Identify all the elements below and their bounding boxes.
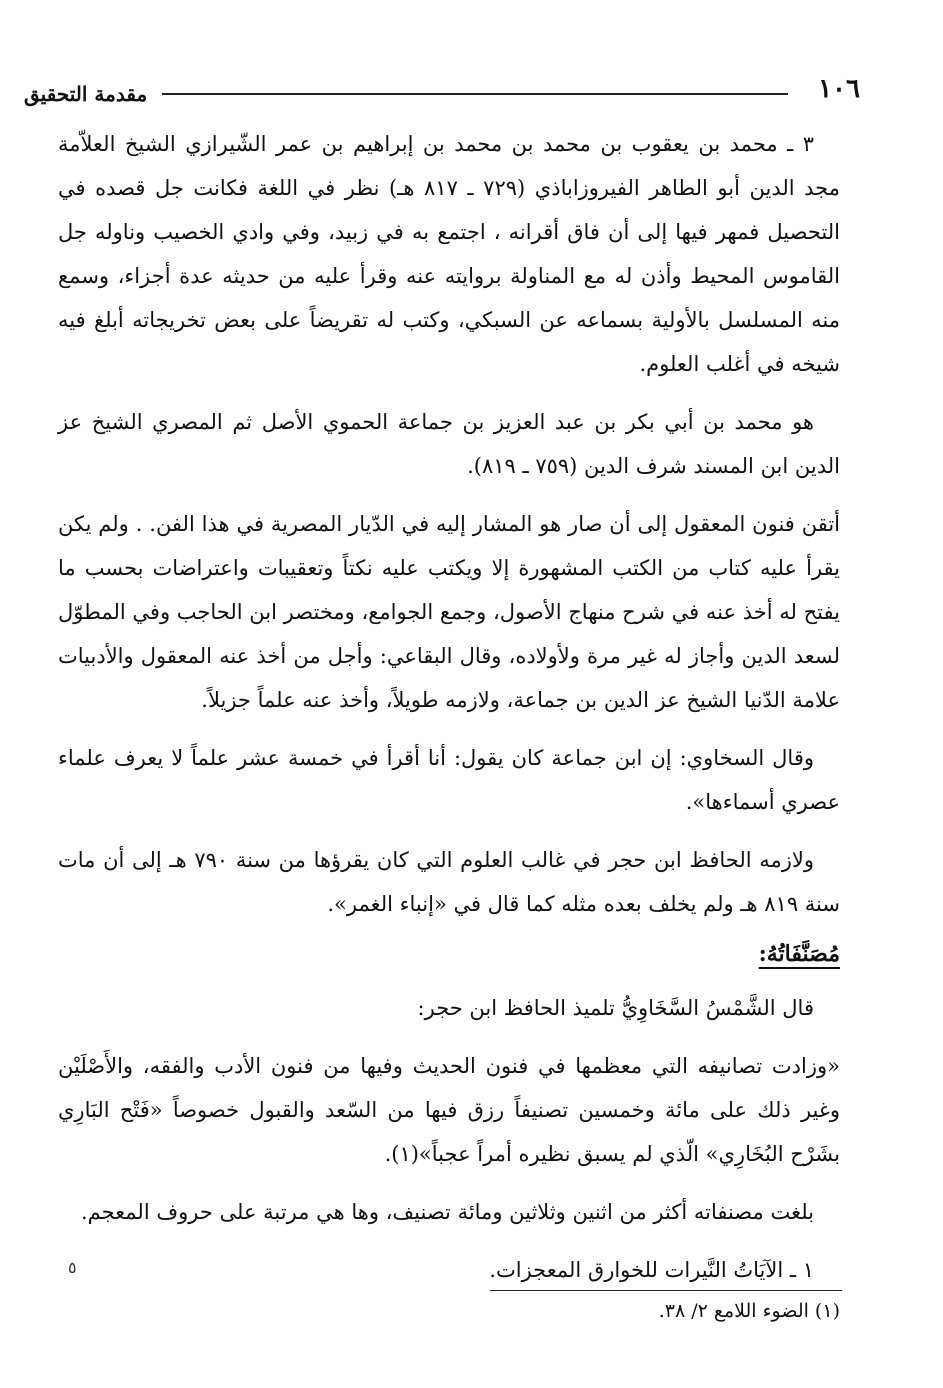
paragraph-sakhawi-intro: قال الشَّمْسُ السَّخَاوِيُّ تلميذ الحافظ ابن حجر: (417, 996, 814, 1020)
list-item-first-work: ١ ـ الآيَاتُ النَّيرات للخوارق المعجزات. (489, 1258, 814, 1282)
paragraph-ibn-jamaah-name: هو محمد بن أبي بكر بن عبد العزيز بن جماعة الحموي الأصل ثم المصري الشيخ عز الدين ابن المسند شرف الدين (٧٥٩ ـ ٨١٩). (58, 410, 840, 478)
paragraph-ibn-hajar-companion: ولازمه الحافظ ابن حجر في غالب العلوم التي كان يقرؤها من سنة ٧٩٠ هـ إلى أن مات سنة ٨١٩ هـ ولم يخلف بعده مثله كما قال في «إنباء الغمر». (58, 848, 840, 916)
page-number: ١٠٦ (818, 74, 860, 104)
header-rule (162, 93, 788, 95)
paragraph-sakhawi-quote: وقال السخاوي: إن ابن جماعة كان يقول: أنا أقرأ في خمسة عشر علماً لا يعرف علماء عصري أسماءها». (58, 746, 840, 814)
footnote-rule (490, 1290, 842, 1291)
page-body (58, 122, 840, 1306)
footnote: (١) الضوء اللامع ٢/ ٣٨. (658, 1300, 840, 1322)
paragraph-ibn-jamaah-studies: أتقن فنون المعقول إلى أن صار هو المشار إليه في الدّيار المصرية في هذا الفن. . ولم يكن يقرأ عليه كتاب من الكتب المشهورة إلا ويكتب عليه نكتاً وتعقيبات واعتراضات بحسب ما يفتح له أخذ عنه في شرح منهاج الأصول، وجمع الجوامع، ومختصر ابن الحاجب وفي المطوّل لسعد الدين وأجاز له غير مرة ولأولاده، وقال البقاعي: وأجل من أخذ عنه المعقول والأدبيات علامة الدّنيا الشيخ عز الدين بن جماعة، ولازمه طويلاً، وأخذ عنه علماً جزيلاً. (58, 512, 840, 712)
running-title: مقدمة التحقيق (24, 82, 148, 106)
page-header (24, 74, 860, 114)
page-marker: ٥ (68, 1258, 77, 1277)
section-heading: مُصَنَّفَاتُهُ: (758, 941, 840, 967)
paragraph-biography-fayruzabadi: ٣ ـ محمد بن يعقوب بن محمد بن محمد بن إبراهيم بن عمر الشّيرازي الشيخ العلاّمة مجد الدين أبو الطاهر الفيروزاباذي (٧٢٩ ـ ٨١٧ هـ) نظر في اللغة فكانت جل قصده في التحصيل فمهر فيها إلى أن فاق أقرانه ، اجتمع به في زبيد، وفي وادي الخصيب وناوله جل القاموس المحيط وأذن له مع المناولة بروايته عنه وقرأ عليه من حديثه عدة أجزاء، وسمع منه المسلسل بالأولية بسماعه عن السبكي، وكتب له تقريضاً على بعض تخريجاته أبلغ فيه شيخه في أغلب العلوم. (58, 132, 840, 376)
paragraph-works-count: بلغت مصنفاته أكثر من اثنين وثلاثين ومائة تصنيف، وها هي مرتبة على حروف المعجم. (80, 1200, 814, 1224)
paragraph-works-quote: «وزادت تصانيفه التي معظمها في فنون الحديث وفيها من فنون الأدب والفقه، والأَصْلَيْن وغير ذلك على مائة وخمسين تصنيفاً رزق فيها من السّعد والقبول خصوصاً «فَتْح البَارِي بشَرْح البُخَارِي» الّذي لم يسبق نظيره أمراً عجباً»(١). (58, 1054, 840, 1166)
